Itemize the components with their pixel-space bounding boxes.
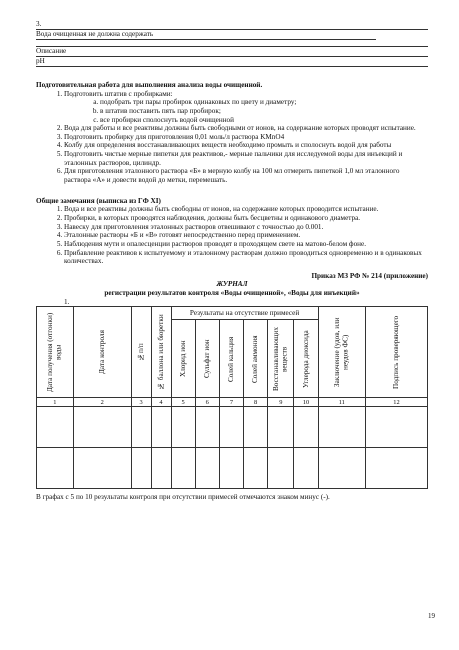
prep-subitem: c. все пробирки сполоснуть водой очищенной <box>100 116 428 125</box>
prep-subitem: a. подобрать три пары пробирок одинаковых по цвету и диаметру; <box>100 98 428 107</box>
journal-table <box>36 306 428 489</box>
table-footnote: В графах с 5 по 10 результаты контроля при отсутствии примесей отмечаются знаком минус (-). <box>36 493 330 502</box>
prep-item: 3. Подготовить пробирку для приготовления 0,01 моль/л раствора KMnO4 <box>64 133 428 142</box>
col-header: Солей кальция <box>227 336 236 382</box>
ph-line <box>36 57 428 67</box>
prep-item: 2. Вода для работы и все реактивы должны быть свободными от ионов, на содержание которых проводят испытание. <box>64 124 428 133</box>
col-header: № баллона или бюретки <box>156 314 165 391</box>
col-header: Восстанавливающих веществ <box>272 326 289 391</box>
group-header: Результаты на отсутствие примесей <box>171 307 318 320</box>
col-header: Дата контроля <box>97 330 106 375</box>
prep-subitem: b. в штатив поставить пять пар пробирок; <box>100 107 428 116</box>
prep-title: Подготовительная работа для выполнения анализа воды очищенной. <box>36 81 263 89</box>
general-title: Общие замечания (выписка из ГФ XI) <box>36 196 161 205</box>
order-reference: Приказ МЗ РФ № 214 (приложение) <box>311 271 428 280</box>
col-header: Хлорид ион <box>178 340 187 378</box>
column-number: 6 <box>195 398 219 407</box>
column-number: 8 <box>244 398 268 407</box>
col-header: Сульфат ион <box>202 339 211 379</box>
description-line <box>36 47 428 57</box>
blank-line <box>36 40 428 47</box>
col-header: Солей аммония <box>251 335 260 383</box>
column-number: 1 <box>37 398 74 407</box>
journal-index: 1. <box>64 297 70 306</box>
col-header: Углерода диоксида <box>301 330 310 388</box>
table-row <box>37 448 428 489</box>
journal-subtitle: регистрации результатов контроля «Воды очищенной», «Воды для инъекций» <box>104 289 360 298</box>
item-3-number: 3. <box>36 20 42 29</box>
table-row <box>37 407 428 448</box>
must-not-contain-line <box>36 30 376 40</box>
general-item: 6. Прибавление реактивов к испытуемому и эталонному растворам должно проводиться одновременно и в одинаковых количествах. <box>64 249 428 266</box>
col-header: Заключение (удов, или неудов ФС) <box>333 317 350 388</box>
general-item: 4. Эталонные растворы «Б и «В» готовят непосредственно перед применением. <box>64 231 428 240</box>
journal-title: ЖУРНАЛ <box>216 280 248 289</box>
general-item: 1. Вода и все реактивы должны быть свободны от ионов, на содержание которых проводится испытание. <box>64 205 428 214</box>
prep-item: 4. Колбу для определения восстанавливающих веществ необходимо промыть и сполоснуть водой для работы <box>64 141 428 150</box>
column-number: 7 <box>219 398 243 407</box>
col-header: №п/п <box>136 343 145 362</box>
prep-sublist <box>64 98 428 124</box>
item-3-line <box>36 20 428 30</box>
page-number: 19 <box>428 612 435 620</box>
general-list <box>36 205 428 265</box>
document-page <box>36 20 428 502</box>
general-item: 3. Навеску для приготовления эталонных растворов отвешивают с точностью до 0.001. <box>64 223 428 232</box>
column-numbers-row <box>37 398 428 407</box>
column-number: 12 <box>365 398 427 407</box>
column-number: 11 <box>318 398 365 407</box>
column-number: 2 <box>73 398 131 407</box>
col-header: Подпись проверяющего <box>392 315 401 389</box>
prep-item: 5. Подготовить чистые мерные пипетки для реактивов,- мерные пальчики для исследуемой воды для инъекций и эталонных растворов, цилиндр. <box>64 150 428 167</box>
description-label: Описание <box>36 47 67 56</box>
column-number: 4 <box>151 398 171 407</box>
prep-list <box>36 90 428 185</box>
general-item: 2. Пробирки, в которых проводятся наблюдения, должны быть бесцветны и одинакового диаметра. <box>64 214 428 223</box>
ph-label: pH <box>36 57 45 66</box>
col-header: Дата получения (отгонки) воды <box>46 312 63 392</box>
column-number: 9 <box>268 398 294 407</box>
column-number: 3 <box>131 398 151 407</box>
general-item: 5. Наблюдения мути и опалесценции растворов проводят в проходящем свете на матово-белом фоне. <box>64 240 428 249</box>
must-not-contain-label: Вода очищенная не должна содержать <box>36 30 154 39</box>
column-number: 5 <box>171 398 195 407</box>
prep-item: 6. Для приготовления эталонного раствора «Б» в мерную колбу на 100 мл отмерить пипеткой 1,0 мл эталонного раствора «А» и довести водой до метки, перемешать. <box>64 167 428 184</box>
prep-item: 1. Подготовить штатив с пробирками: a. подобрать три пары пробирок одинаковых по цвету и диаметру; b. в штатив поставить пять пар пробирок; c. все пробирки сполоснуть водой очищенной <box>64 90 428 125</box>
column-number: 10 <box>294 398 318 407</box>
